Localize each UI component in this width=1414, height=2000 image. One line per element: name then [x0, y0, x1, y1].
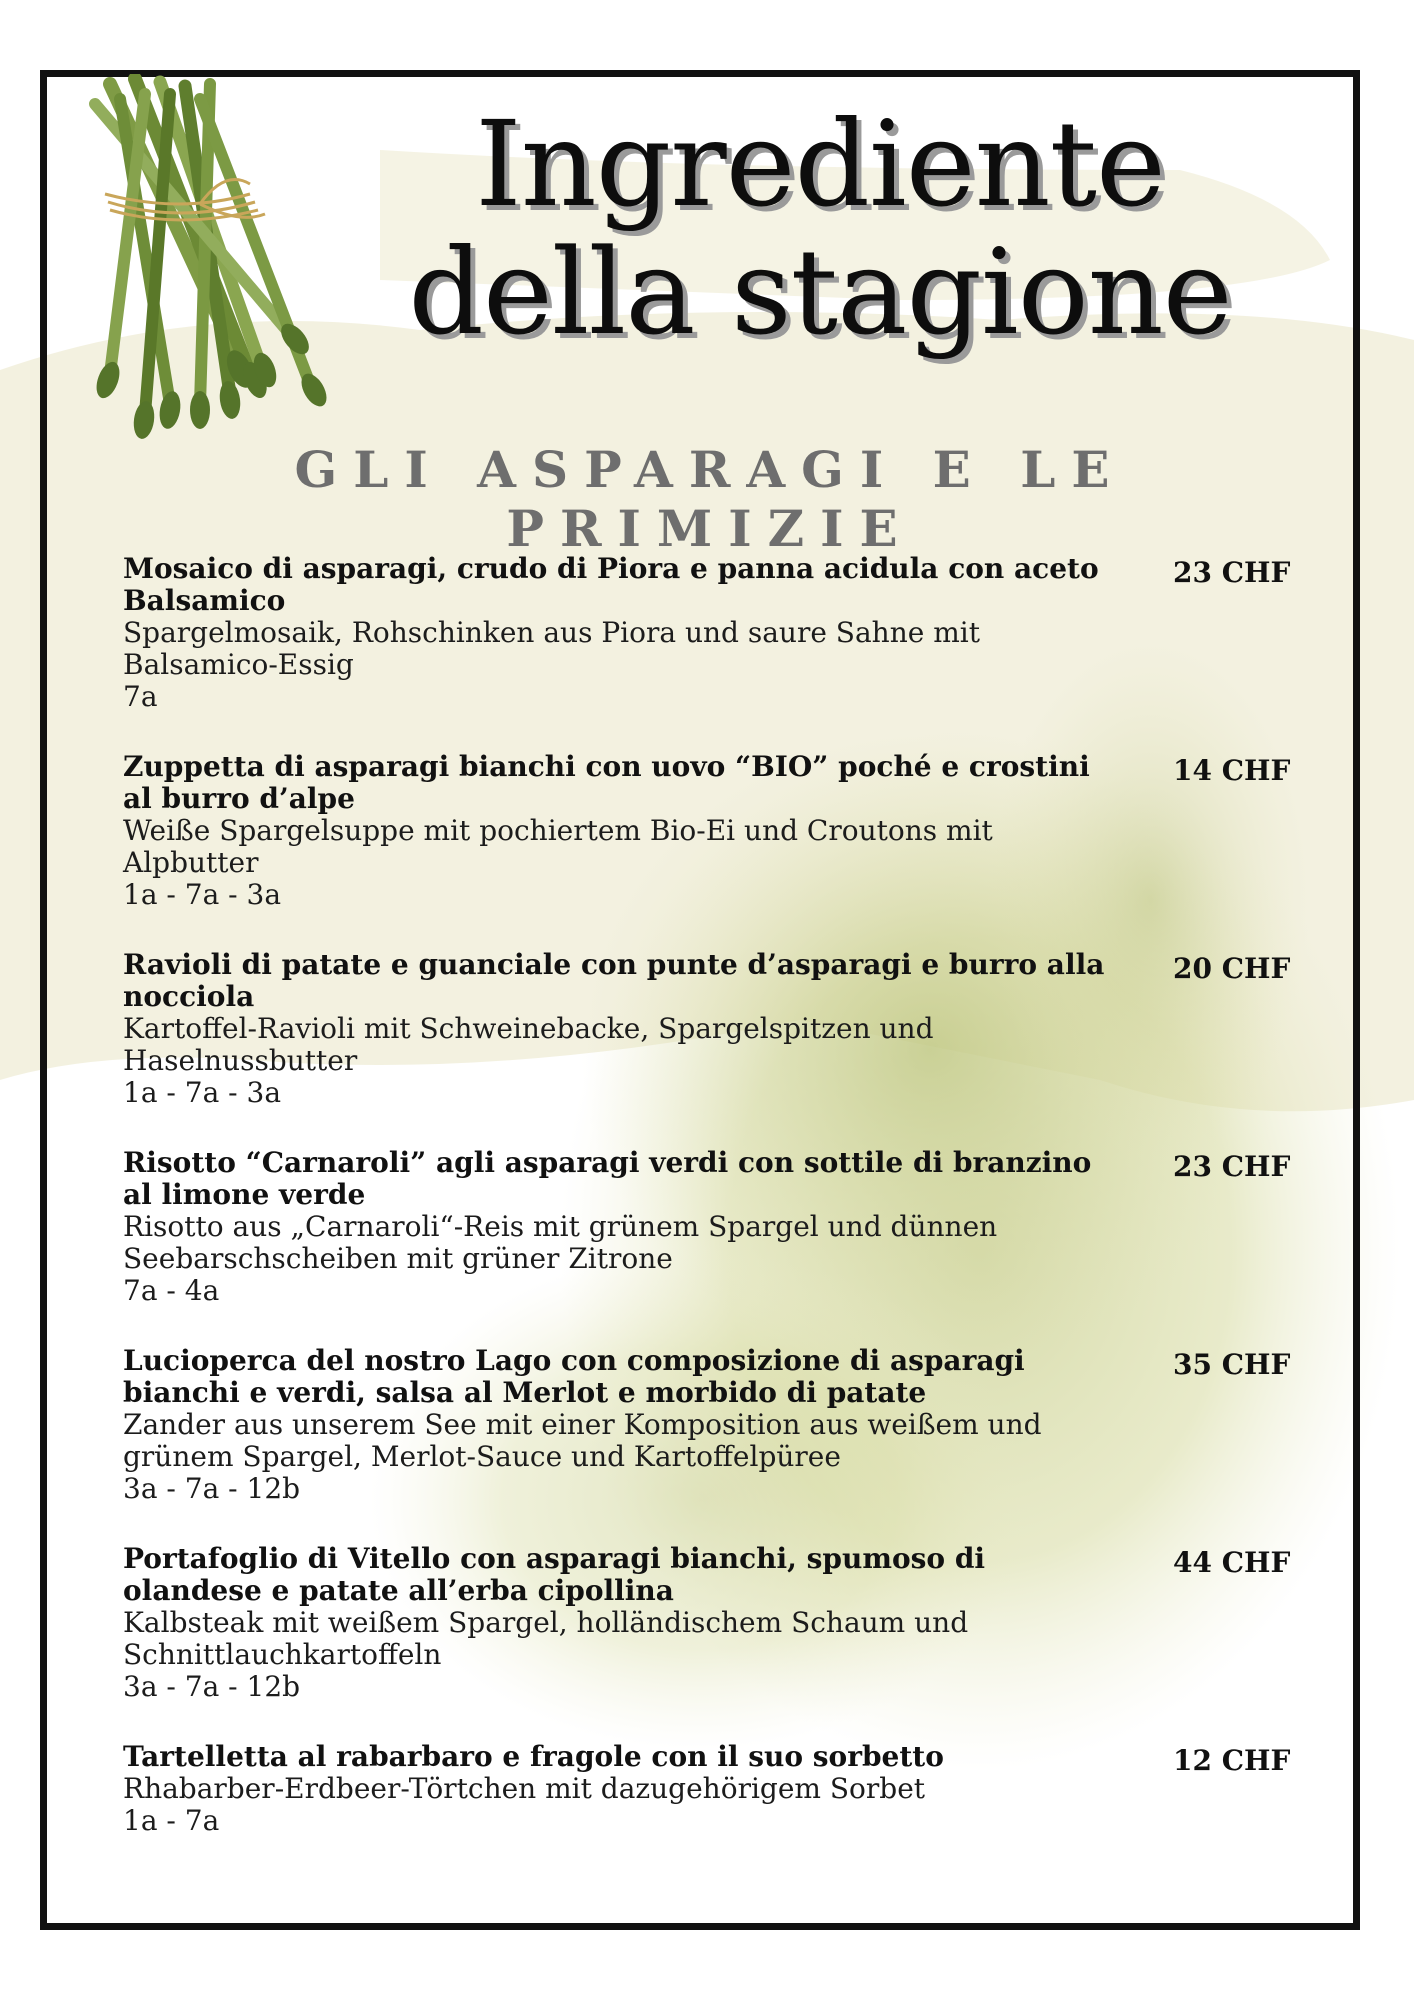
item-allergens: 3a - 7a - 12b — [123, 1472, 301, 1505]
menu-item — [123, 751, 1313, 911]
item-description: Spargelmosaik, Rohschinken aus Piora und saure Sahne mit Balsamico-Essig — [123, 616, 980, 681]
item-allergens: 7a — [123, 680, 158, 713]
item-allergens: 7a - 4a — [123, 1274, 220, 1307]
menu-item — [123, 553, 1313, 713]
item-name: Mosaico di asparagi, crudo di Piora e panna acidula con aceto Balsamico — [123, 552, 1099, 617]
item-description: Risotto aus „Carnaroli“-Reis mit grünem Spargel und dünnen Seebarschscheiben mit grüner Zitrone — [123, 1210, 998, 1275]
item-allergens: 1a - 7a — [123, 1804, 220, 1837]
item-price: 20 CHF — [1173, 952, 1291, 985]
item-name: Lucioperca del nostro Lago con composizione di asparagi bianchi e verdi, salsa al Merlot e morbido di patate — [123, 1344, 1025, 1409]
item-allergens: 3a - 7a - 12b — [123, 1670, 301, 1703]
item-allergens: 1a - 7a - 3a — [123, 1076, 282, 1109]
item-name: Risotto “Carnaroli” agli asparagi verdi con sottile di branzino al limone verde — [123, 1146, 1092, 1211]
title-line-1: Ingrediente — [475, 95, 1165, 233]
item-description: Weiße Spargelsuppe mit pochiertem Bio-Ei und Croutons mit Alpbutter — [123, 814, 993, 879]
page-title — [320, 95, 1320, 361]
title-line-2: della stagione — [408, 223, 1232, 361]
item-description: Kartoffel-Ravioli mit Schweinebacke, Spargelspitzen und Haselnussbutter — [123, 1012, 934, 1077]
menu-item — [123, 949, 1313, 1109]
item-price: 23 CHF — [1173, 556, 1291, 589]
item-name: Ravioli di patate e guanciale con punte d’asparagi e burro alla nocciola — [123, 948, 1105, 1013]
item-name: Tartelletta al rabarbaro e fragole con il suo sorbetto — [123, 1740, 944, 1773]
item-price: 12 CHF — [1173, 1744, 1291, 1777]
item-description: Zander aus unserem See mit einer Komposition aus weißem und grünem Spargel, Merlot-Sauce und Kartoffelpüree — [123, 1408, 1042, 1473]
section-subtitle: GLI ASPARAGI E LE PRIMIZIE — [294, 440, 1126, 558]
item-price: 14 CHF — [1173, 754, 1291, 787]
item-name: Zuppetta di asparagi bianchi con uovo “BIO” poché e crostini al burro d’alpe — [123, 750, 1090, 815]
menu-item — [123, 1741, 1313, 1837]
menu-item — [123, 1147, 1313, 1307]
asparagus-bundle-illustration — [50, 74, 350, 454]
item-allergens: 1a - 7a - 3a — [123, 878, 282, 911]
item-price: 44 CHF — [1173, 1546, 1291, 1579]
item-price: 35 CHF — [1173, 1348, 1291, 1381]
item-description: Rhabarber-Erdbeer-Törtchen mit dazugehörigem Sorbet — [123, 1772, 926, 1805]
menu-item — [123, 1345, 1313, 1505]
item-name: Portafoglio di Vitello con asparagi bianchi, spumoso di olandese e patate all’erba cipollina — [123, 1542, 986, 1607]
menu-list — [123, 553, 1313, 1875]
item-description: Kalbsteak mit weißem Spargel, holländischem Schaum und Schnittlauchkartoffeln — [123, 1606, 969, 1671]
item-price: 23 CHF — [1173, 1150, 1291, 1183]
menu-item — [123, 1543, 1313, 1703]
